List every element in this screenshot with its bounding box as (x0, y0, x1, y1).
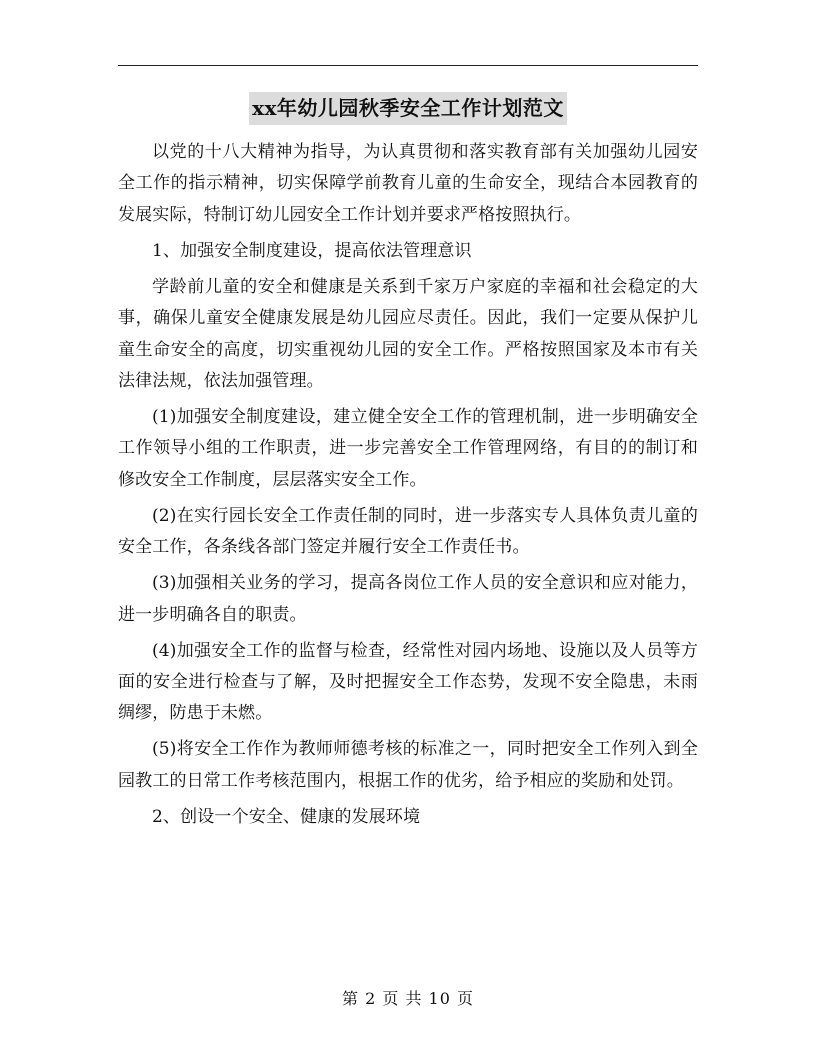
title-container (0, 92, 816, 125)
paragraph-section-1: 学龄前儿童的安全和健康是关系到千家万户家庭的幸福和社会稳定的大事，确保儿童安全健康发展是幼儿园应尽责任。因此，我们一定要从保护儿童生命安全的高度，切实重视幼儿园的安全工作。严格按照国家及本市有关法律法规，依法加强管理。 (118, 276, 698, 392)
paragraph-intro: 以党的十八大精神为指导，为认真贯彻和落实教育部有关加强幼儿园安全工作的指示精神，切实保障学前教育儿童的生命安全，现结合本园教育的发展实际，特制订幼儿园安全工作计划并要求严格按照执行。 (118, 142, 698, 225)
document-title: xx年幼儿园秋季安全工作计划范文 (249, 92, 567, 125)
list-item-4: (4)加强安全工作的监督与检查，经常性对园内场地、设施以及人员等方面的安全进行检查与了解，及时把握安全工作态势，发现不安全隐患，未雨绸缪，防患于未燃。 (118, 640, 698, 724)
list-item-5: (5)将安全工作作为教师师德考核的标准之一，同时把安全工作列入到全园教工的日常工作考核范围内，根据工作的优劣，给予相应的奖励和处罚。 (118, 739, 698, 791)
header-rule (118, 65, 698, 66)
section-heading-1: 1、加强安全制度建设，提高依法管理意识 (152, 240, 472, 261)
page-number-footer: 第 2 页 共 10 页 (342, 989, 474, 1008)
document-body (118, 137, 698, 833)
list-item-3: (3)加强相关业务的学习，提高各岗位工作人员的安全意识和应对能力，进一步明确各自的职责。 (118, 573, 698, 625)
section-heading-2: 2、创设一个安全、健康的发展环境 (152, 806, 421, 827)
list-item-1: (1)加强安全制度建设，建立健全安全工作的管理机制，进一步明确安全工作领导小组的工作职责，进一步完善安全工作管理网络，有目的的制订和修改安全工作制度，层层落实安全工作。 (118, 407, 698, 490)
list-item-2: (2)在实行园长安全工作责任制的同时，进一步落实专人具体负责儿童的安全工作，各条线各部门签定并履行安全工作责任书。 (118, 505, 698, 558)
